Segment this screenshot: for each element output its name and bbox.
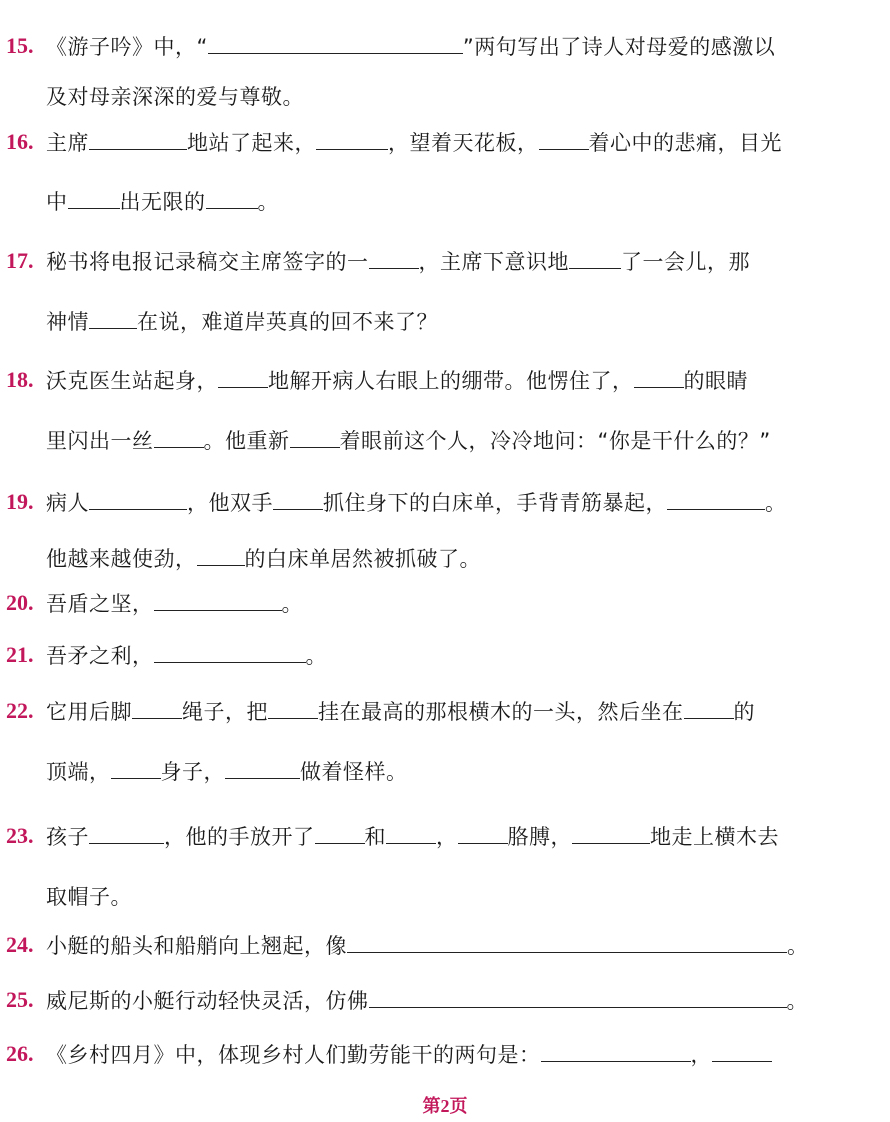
answer-blank[interactable] — [218, 363, 268, 388]
answer-blank[interactable] — [132, 694, 182, 719]
answer-blank[interactable] — [89, 125, 187, 150]
answer-blank[interactable] — [634, 363, 684, 388]
answer-blank[interactable] — [273, 485, 323, 510]
answer-blank[interactable] — [541, 1037, 691, 1062]
worksheet-page: 15. 《游子吟》中，“ ”两句写出了诗人对母爱的感激以 及对母亲深深的爱与尊敬。 16. 主席 地站了起来， ，望着天花板， 着心中的悲痛，目光 中 出无限的 。 17. 秘书将电报记录稿交主席签字的一 ，主席下意识地 了一会儿，那 神情 在说，难道岸英真的回不来了？ 18. 沃克医生站起身， 地解开病人右眼上的绷带。他愣住了， 的眼睛 里闪出一丝 。他重新 着眼前这个人，冷冷地问：“你是干什么的？” 19. 病人 ，他双手 抓住身下的白床单，手背青筋暴起， 。 他越来越使劲， 的白床单居然被抓破了。 20. 吾盾之坚， 。 21. 吾矛之利， 。 22. 它用后脚 绳子，把 挂在最高的那根横木的一头，然后坐在 的 顶端， 身子， 做着怪样。 23. 孩子 ，他的手放开了 和 ， 胳膊， 地走上横木去 取帽子。 24. 小艇的船头和船艄向上翘起，像 。 25. 威尼斯的小艇行动轻快灵活，仿佛 。 26. 《乡村四月》中，体现乡村人们勤劳能干的两句是： ， 第2页 — [0, 0, 890, 1122]
question-number: 17. — [6, 248, 34, 273]
answer-blank[interactable] — [154, 586, 282, 611]
question-number: 19. — [6, 489, 34, 514]
answer-blank[interactable] — [290, 423, 340, 448]
answer-blank[interactable] — [111, 754, 161, 779]
answer-blank[interactable] — [315, 819, 365, 844]
question-number: 15. — [6, 33, 34, 58]
answer-blank[interactable] — [89, 819, 164, 844]
question-number: 25. — [6, 987, 34, 1012]
answer-blank[interactable] — [369, 244, 419, 269]
answer-blank[interactable] — [225, 754, 300, 779]
answer-blank[interactable] — [197, 541, 245, 566]
question-number: 20. — [6, 590, 34, 615]
question-number: 21. — [6, 642, 34, 667]
answer-blank[interactable] — [206, 184, 258, 209]
answer-blank[interactable] — [154, 423, 204, 448]
answer-blank[interactable] — [268, 694, 318, 719]
question-number: 26. — [6, 1041, 34, 1066]
question-number: 23. — [6, 823, 34, 848]
answer-blank[interactable] — [667, 485, 765, 510]
page-number: 第2页 — [422, 1096, 468, 1116]
answer-blank[interactable] — [369, 983, 787, 1008]
answer-blank[interactable] — [89, 304, 137, 329]
question-number: 16. — [6, 129, 34, 154]
answer-blank[interactable] — [712, 1037, 772, 1062]
question-number: 24. — [6, 932, 34, 957]
answer-blank[interactable] — [68, 184, 120, 209]
answer-blank[interactable] — [458, 819, 508, 844]
answer-blank[interactable] — [684, 694, 734, 719]
answer-blank[interactable] — [572, 819, 650, 844]
answer-blank[interactable] — [89, 485, 187, 510]
answer-blank[interactable] — [347, 928, 787, 953]
question-number: 18. — [6, 367, 34, 392]
answer-blank[interactable] — [386, 819, 436, 844]
answer-blank[interactable] — [539, 125, 589, 150]
answer-blank[interactable] — [208, 29, 463, 54]
answer-blank[interactable] — [316, 125, 388, 150]
question-number: 22. — [6, 698, 34, 723]
answer-blank[interactable] — [154, 638, 306, 663]
answer-blank[interactable] — [569, 244, 621, 269]
